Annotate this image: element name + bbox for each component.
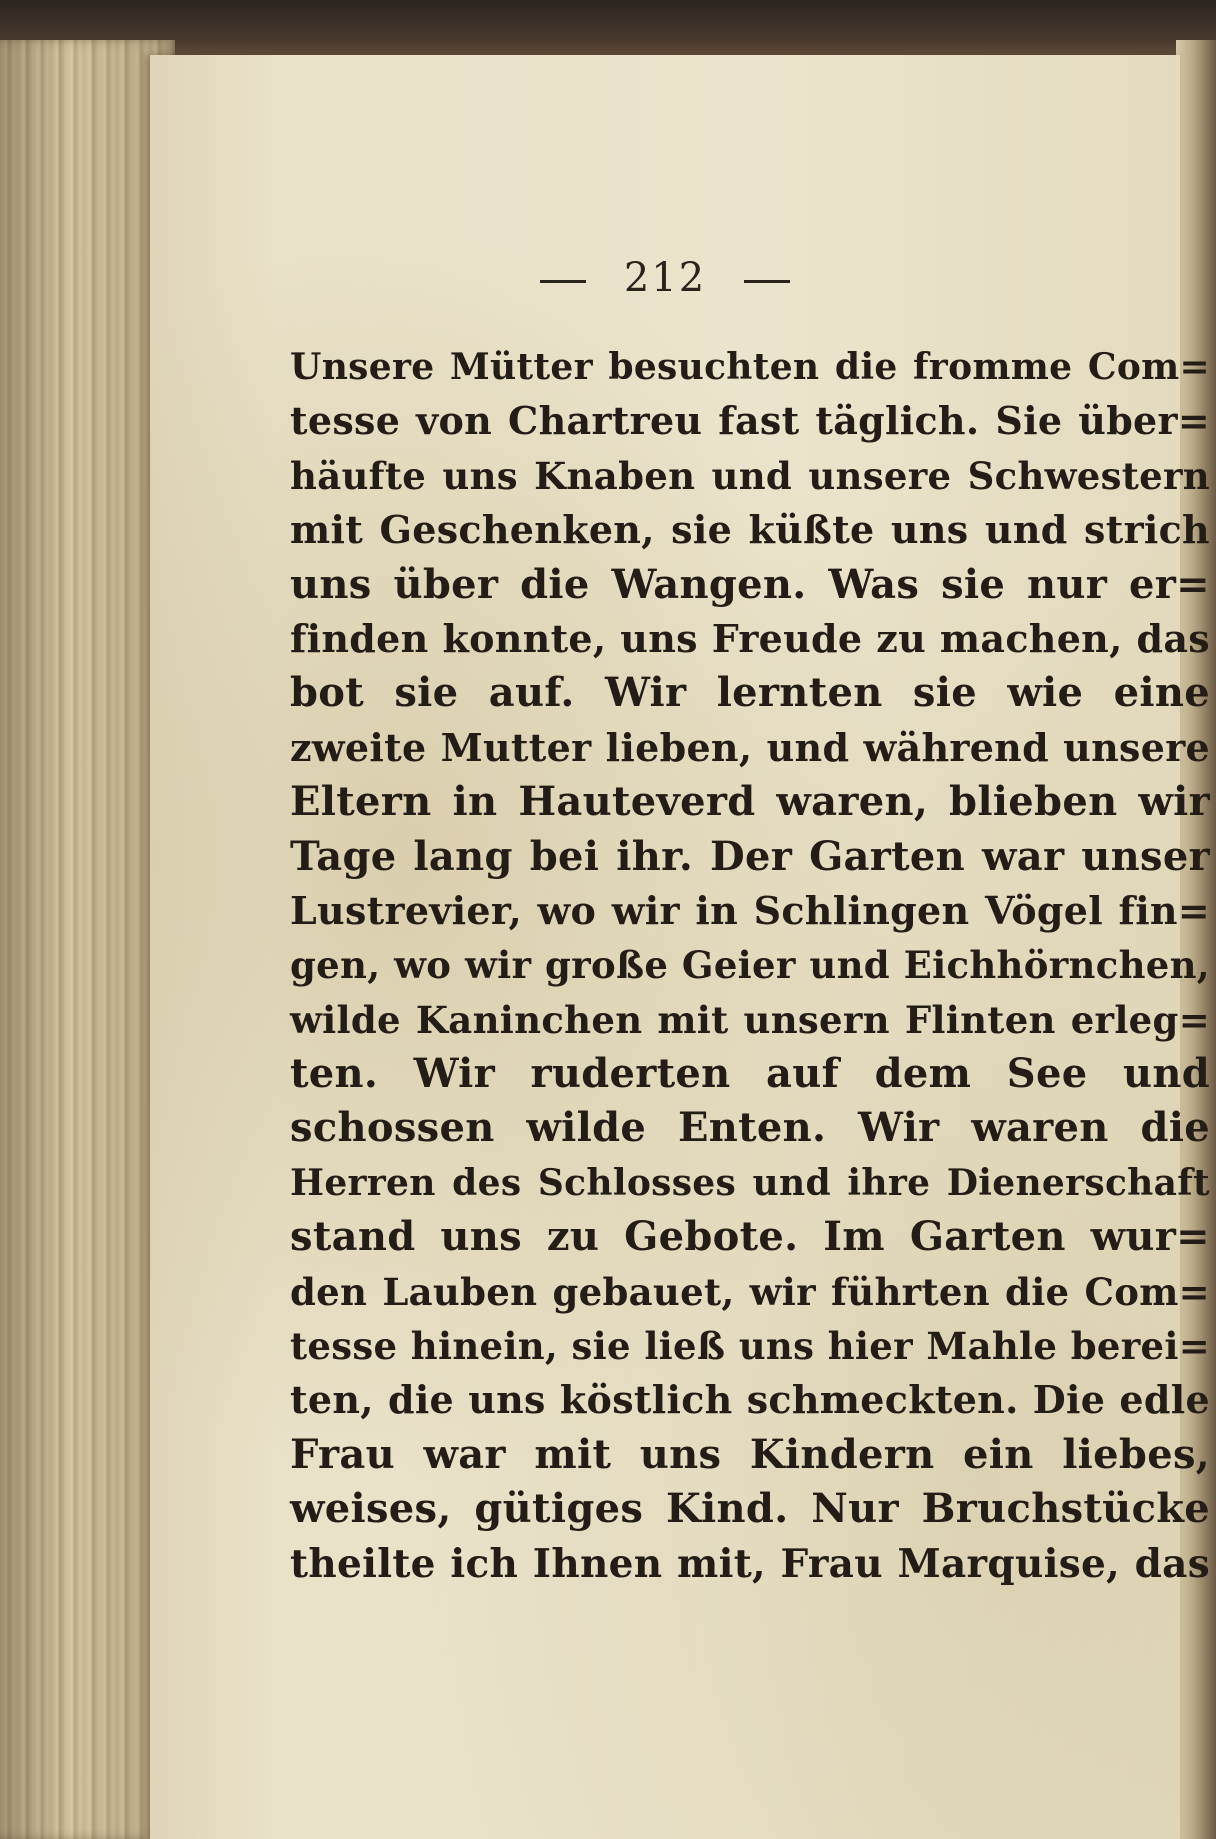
text-line: mit Geschenken, sie küßte uns und strich — [290, 507, 1210, 553]
text-line: theilte ich Ihnen mit, Frau Marquise, das — [290, 1540, 1210, 1587]
text-line: Herren des Schlosses und ihre Dienerschaft — [290, 1161, 1210, 1204]
text-line: Eltern in Hauteverd waren, blieben wir — [290, 778, 1210, 826]
text-line: stand uns zu Gebote. Im Garten wur= — [290, 1213, 1210, 1261]
book-page — [150, 55, 1210, 1839]
text-line: Lustrevier, wo wir in Schlingen Vögel fin= — [290, 887, 1210, 933]
text-line: wilde Kaninchen mit unsern Flinten erleg= — [290, 997, 1210, 1042]
text-line: weises, gütiges Kind. Nur Bruchstücke — [290, 1485, 1210, 1533]
book-cover-edge — [0, 0, 1216, 60]
body-text — [290, 340, 1210, 1591]
page-stack-edges — [0, 40, 175, 1839]
text-line: zweite Mutter lieben, und während unsere — [290, 724, 1210, 770]
header-dash-right — [744, 280, 790, 283]
text-line: gen, wo wir große Geier und Eichhörnchen, — [290, 943, 1210, 988]
text-line: Tage lang bei ihr. Der Garten war unser — [290, 832, 1210, 880]
text-line: bot sie auf. Wir lernten sie wie eine — [290, 669, 1210, 717]
text-line: schossen wilde Enten. Wir waren die — [290, 1104, 1210, 1152]
text-line: uns über die Wangen. Was sie nur er= — [290, 560, 1210, 608]
page-number: 212 — [623, 255, 707, 301]
text-line: den Lauben gebauet, wir führten die Com= — [290, 1269, 1210, 1314]
text-line: Frau war mit uns Kindern ein liebes, — [290, 1430, 1210, 1478]
text-line: finden konnte, uns Freude zu machen, das — [290, 615, 1210, 661]
text-line: Unsere Mütter besuchten die fromme Com= — [290, 346, 1210, 388]
header-dash-left — [540, 280, 586, 283]
text-line: ten, die uns köstlich schmeckten. Die edle — [290, 1377, 1210, 1423]
text-line: tesse hinein, sie ließ uns hier Mahle berei= — [290, 1324, 1210, 1369]
text-line: häufte uns Knaben und unsere Schwestern — [290, 453, 1210, 498]
page-header — [150, 255, 1180, 301]
text-line: ten. Wir ruderten auf dem See und — [290, 1050, 1210, 1098]
text-line: tesse von Chartreu fast täglich. Sie über= — [290, 398, 1210, 444]
